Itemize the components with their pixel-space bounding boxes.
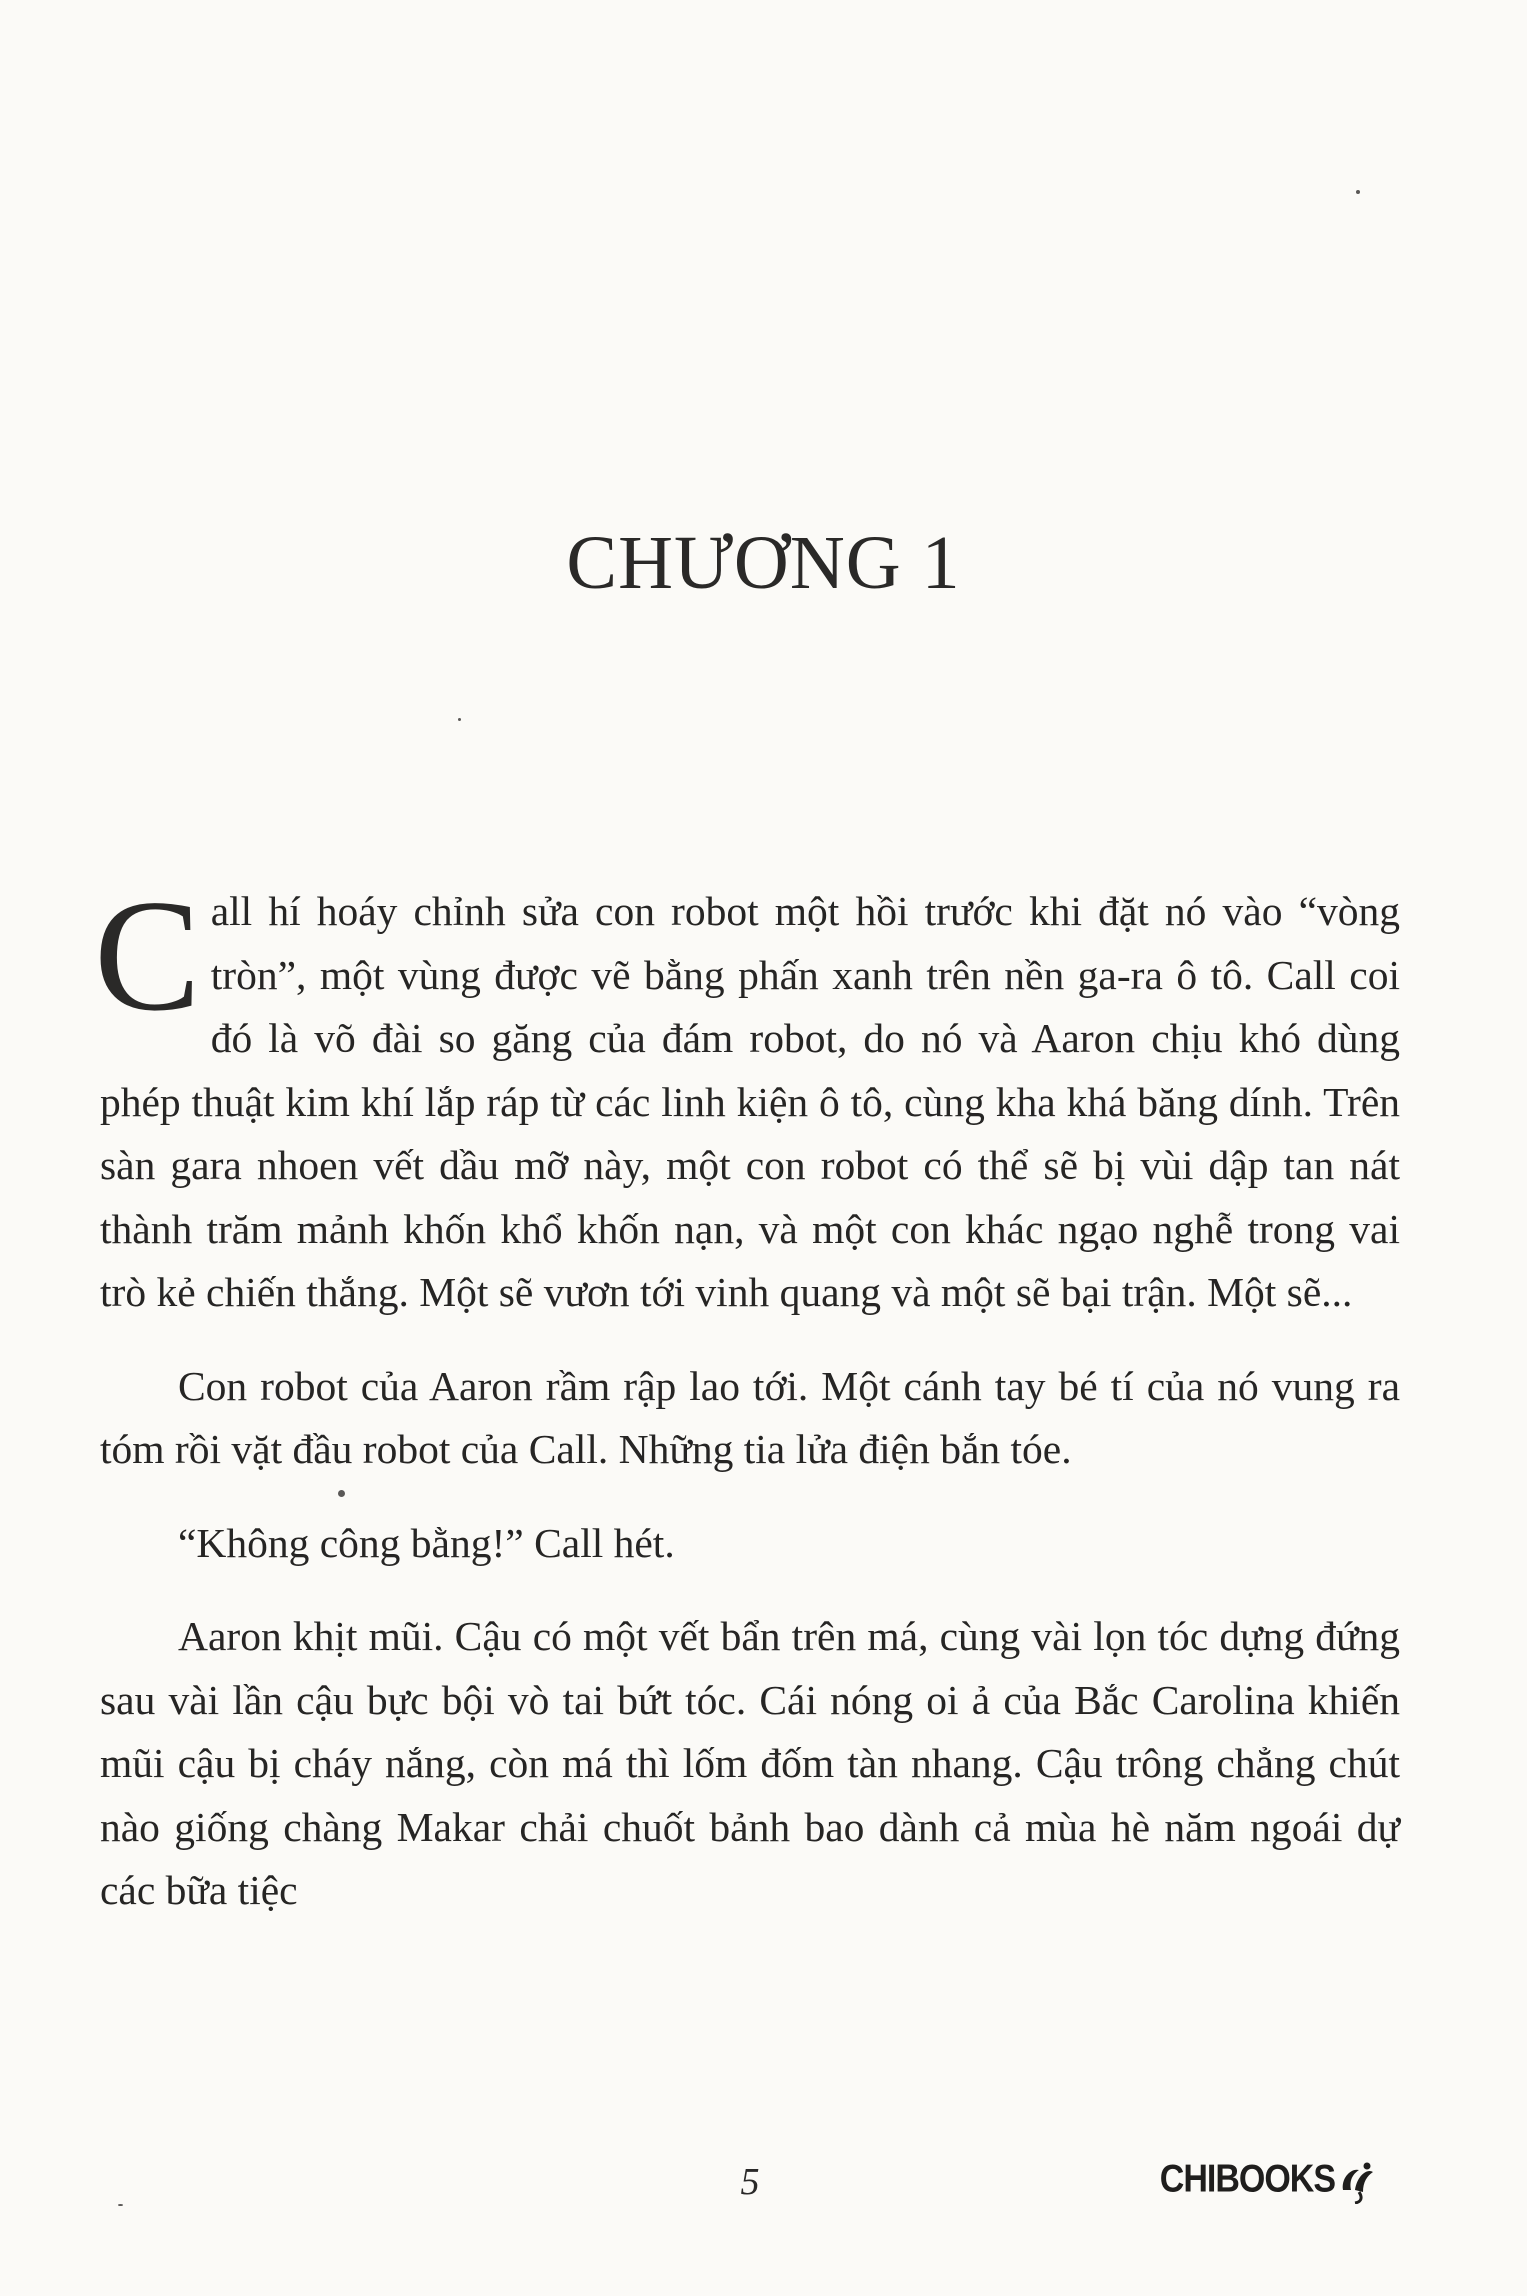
publisher-mark-icon [1337, 2160, 1377, 2204]
page-number: 5 [740, 2161, 760, 2203]
scan-speck [458, 718, 461, 721]
drop-cap: C [94, 866, 201, 1044]
paragraph-4: Aaron khịt mũi. Cậu có một vết bẩn trên má, cùng vài lọn tóc dựng đứng sau vài lần cậu bực bội vò tai bứt tóc. Cái nóng oi ả của Bắc Carolina khiến mũi cậu bị cháy nắng, còn má thì lốm đốm tàn nhang. Cậu trông chẳng chút nào giống chàng Makar chải chuốt bảnh bao dành cả mùa hè năm ngoái dự các bữa tiệc [100, 1613, 1400, 1913]
paragraph-1-text: all hí hoáy chỉnh sửa con robot một hồi trước khi đặt nó vào “vòng tròn”, một vùng được vẽ bằng phấn xanh trên nền ga-ra ô tô. Call coi đó là võ đài so găng của đám robot, do nó và Aaron chịu khó dùng phép thuật kim khí lắp ráp từ các linh kiện ô tô, cùng kha khá băng dính. Trên sàn gara nhoen vết dầu mỡ này, một con robot có thể sẽ bị vùi dập tan nát thành trăm mảnh khốn khổ khốn nạn, và một con khác ngạo nghễ trong vai trò kẻ chiến thắng. Một sẽ vươn tới vinh quang và một sẽ bại trận. Một sẽ... [100, 888, 1400, 1315]
scan-speck [1356, 190, 1360, 194]
chapter-title: CHƯƠNG 1 [566, 521, 961, 605]
paragraph-3: “Không công bằng!” Call hét. [178, 1519, 675, 1566]
paragraph-1 [94, 866, 1400, 1325]
paragraph-2: Con robot của Aaron rầm rập lao tới. Một cánh tay bé tí của nó vung ra tóm rồi vặt đầu robot của Call. Những tia lửa điện bắn tóe. [100, 1362, 1400, 1472]
publisher-name: CHIBOOKS [1159, 2157, 1335, 2201]
publisher-logo [1159, 2157, 1377, 2204]
page-footer [0, 2157, 1527, 2220]
chapter-body [94, 866, 1400, 1953]
